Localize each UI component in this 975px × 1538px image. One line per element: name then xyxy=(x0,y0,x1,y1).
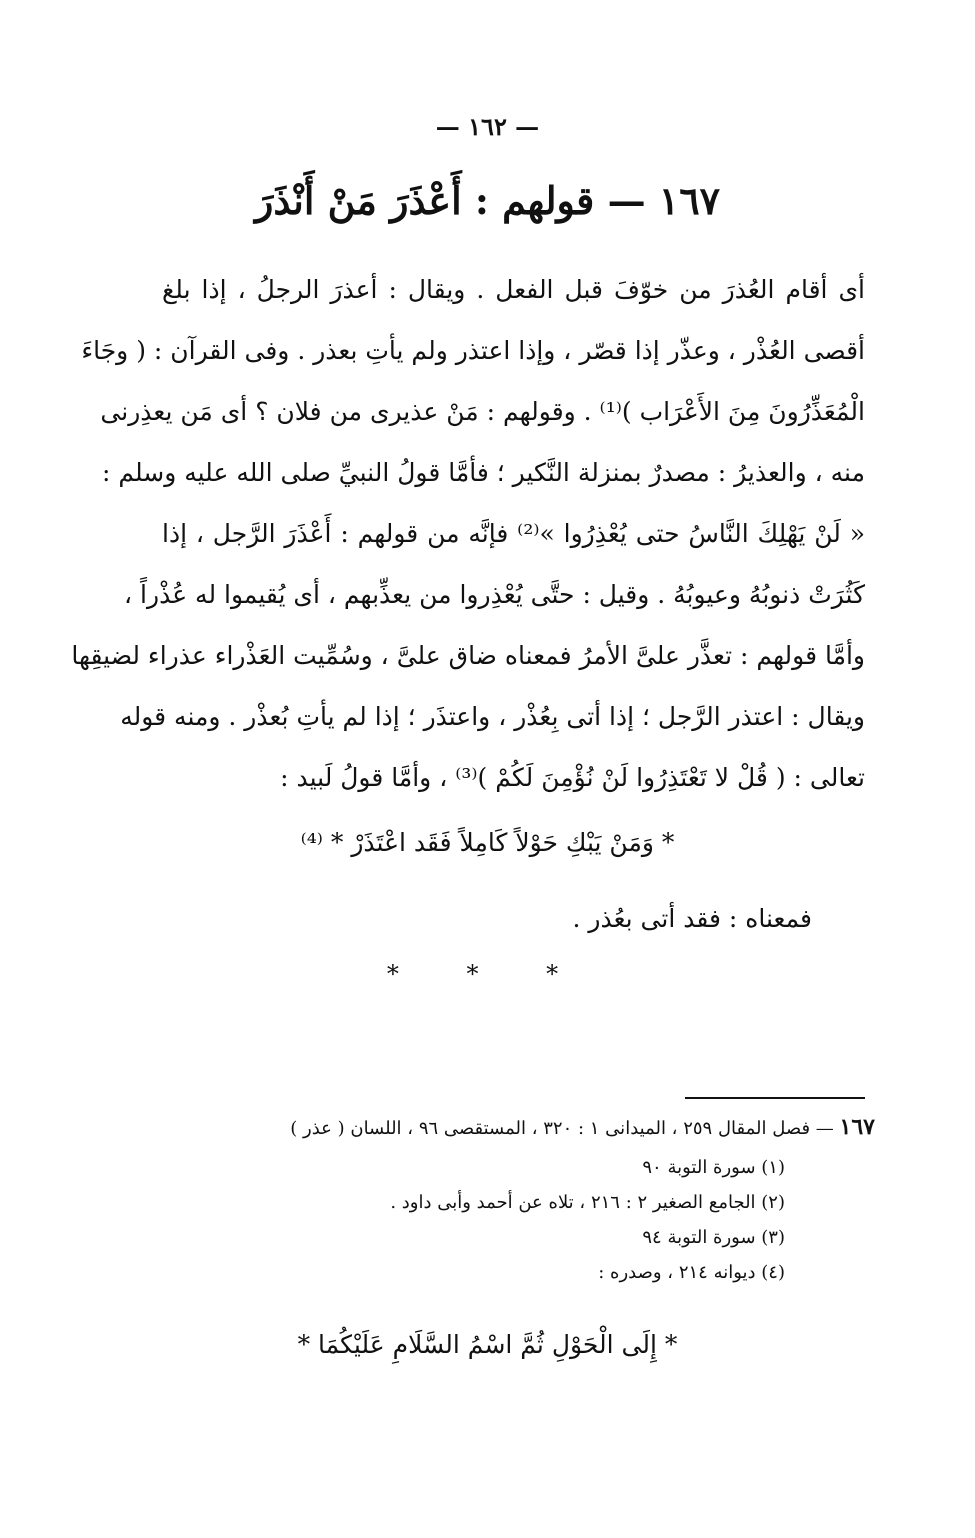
closing-line: فمعناه : فقد أتى بعُذر . xyxy=(572,904,812,933)
page-number: — ١٦٢ — xyxy=(435,112,540,141)
footnote-list xyxy=(390,1150,785,1290)
body-line: « لَنْ يَهْلِكَ النَّاسُ حتى يُعْذِرُوا »⁽²⁾ فإنَّه من قولهم : أَعْذَرَ الرَّجل ، إذا xyxy=(162,519,865,548)
footnote-item: (٢) الجامع الصغير ٢ : ٢١٦ ، تلاه عن أحمد وأبى داود . xyxy=(390,1192,785,1213)
section-heading: ١٦٧ — قولهم : أَعْذَرَ مَنْ أَنْذَرَ xyxy=(254,178,721,223)
footnote-verse: * إِلَى الْحَوْلِ ثُمَّ اسْمُ السَّلَامِ عَلَيْكُمَا * xyxy=(297,1330,678,1359)
body-line: أقصى العُذْر ، وعذّر إذا قصّر ، وإذا اعتذر ولم يأتِ بعذر . وفى القرآن : ( وجَاءَ xyxy=(81,336,865,365)
body-line: الْمُعَذِّرُونَ مِنَ الأَعْرَاب )⁽¹⁾ . وقولهم : مَنْ عذيرى من فلان ؟ أى مَن يعذِرنى xyxy=(100,397,865,426)
body-line: ويقال : اعتذر الرَّجل ؛ إذا أتى بِعُذْر ، واعتذَر ؛ إذا لم يأتِ بُعذْر . ومنه قوله xyxy=(120,702,865,731)
section-separator: * * * xyxy=(386,960,589,988)
footnote-source-text: — فصل المقال ٢٥٩ ، الميدانى ١ : ٣٢٠ ، المستقصى ٩٦ ، اللسان ( عذر ) xyxy=(290,1118,834,1139)
footnote-rule xyxy=(685,1097,865,1099)
body-line: وأمَّا قولهم : تعذَّر علىَّ الأمرُ فمعناه ضاق علىَّ ، وسُمِّيت العَذْراء عذراء لضيقِها xyxy=(71,641,865,670)
footnote-item: (٣) سورة التوبة ٩٤ xyxy=(642,1227,785,1248)
body-line: منه ، والعذيرُ : مصدرٌ بمنزلة النَّكير ؛ فأمَّا قولُ النبيِّ صلى الله عليه وسلم : xyxy=(101,458,865,487)
footnote-sources xyxy=(290,1114,875,1140)
footnote-source-number: ١٦٧ xyxy=(839,1114,875,1140)
body-line: تعالى : ( قُلْ لا تَعْتَذِرُوا لَنْ نُؤْمِنَ لَكُمْ )⁽³⁾ ، وأمَّا قولُ لَبيد : xyxy=(280,763,865,792)
body-text xyxy=(71,268,865,817)
poetry-verse: * وَمَنْ يَبْكِ حَوْلاً كَامِلاً فَقَد اعْتَذَرْ * ⁽⁴⁾ xyxy=(300,828,675,857)
body-line: كَثُرَتْ ذنوبُهُ وعيوبُهُ . وقيل : حتَّى يُعْذِروا من يعذِّبهم ، أى يُقيموا له عُذْراً ، xyxy=(124,580,865,609)
footnote-item: (١) سورة التوبة ٩٠ xyxy=(642,1157,785,1178)
body-line: أى أقام العُذرَ من خوّفَ قبل الفعل . ويقال : أعذرَ الرجلُ ، إذا بلغ xyxy=(162,275,865,304)
footnote-item: (٤) ديوانه ٢١٤ ، وصدره : xyxy=(598,1262,785,1283)
